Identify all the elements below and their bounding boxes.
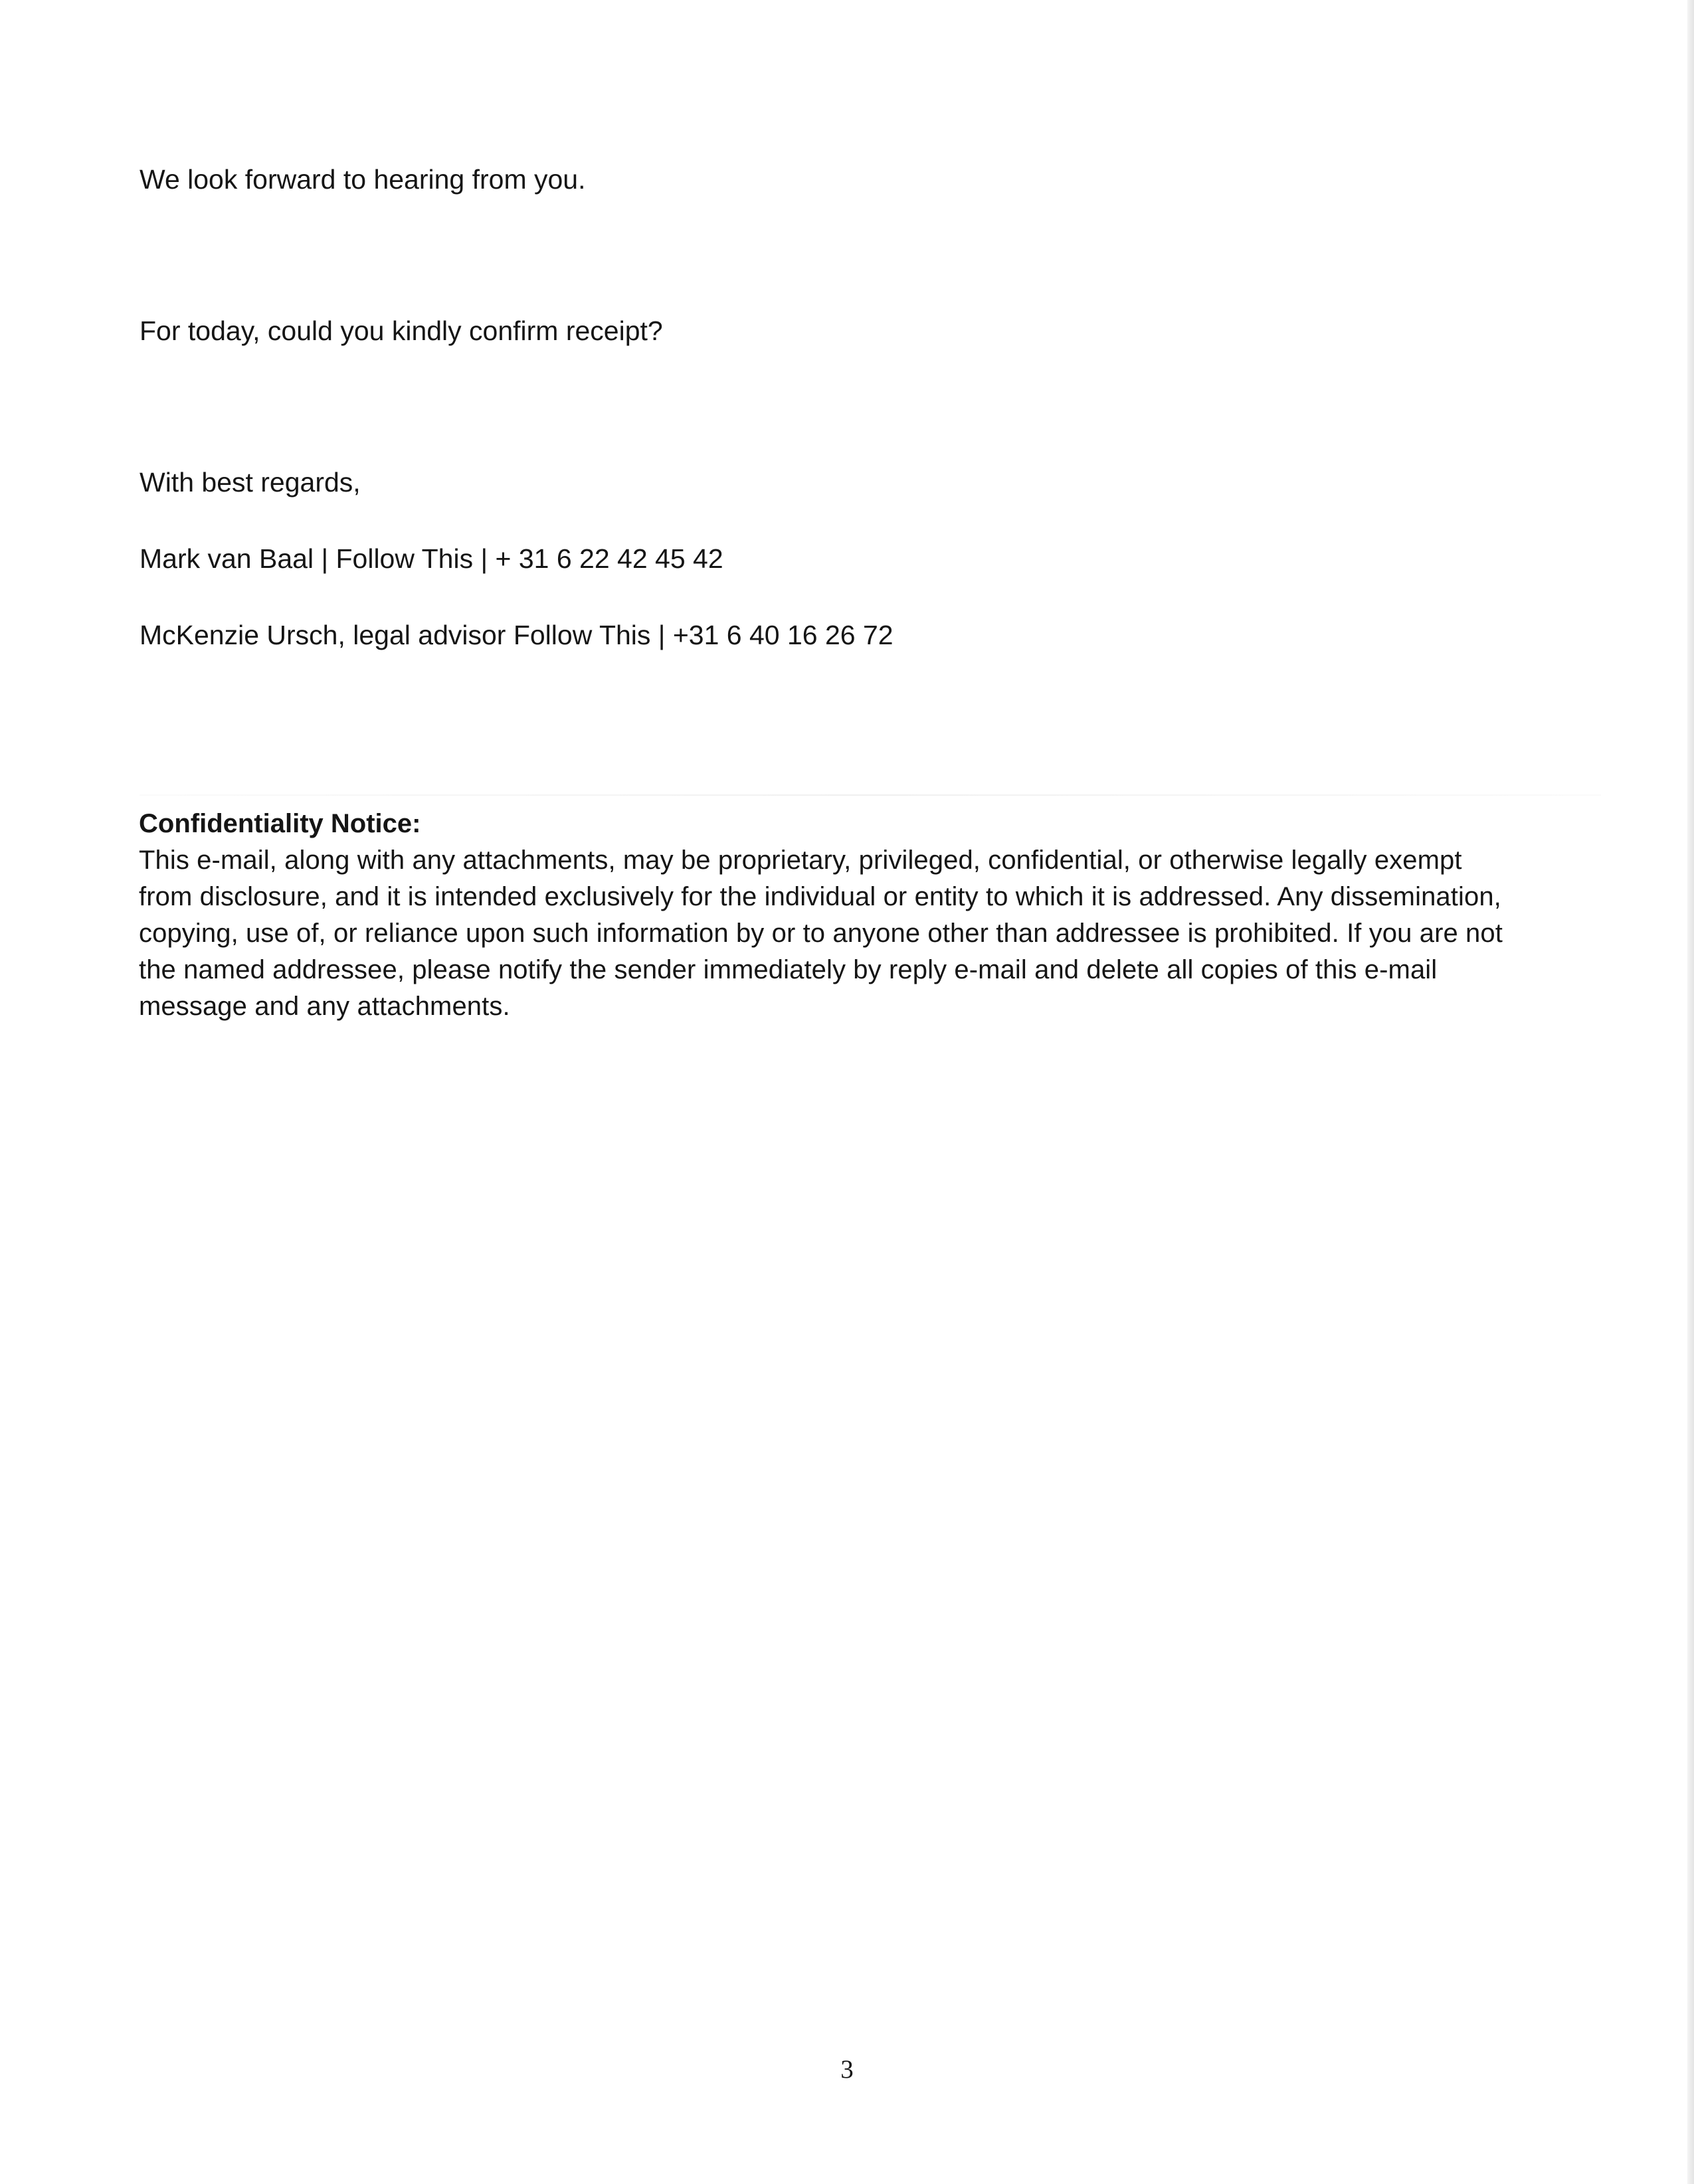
scan-edge <box>1687 0 1694 2184</box>
signature-mckenzie-ursch: McKenzie Ursch, legal advisor Follow This | +31 6 40 16 26 72 <box>140 620 894 650</box>
confidentiality-line: from disclosure, and it is intended exclusively for the individual or entity to which it is addressed. Any dissemination, <box>139 882 1501 911</box>
confidentiality-line: This e-mail, along with any attachments, may be proprietary, privileged, confidential, or otherwise legally exempt <box>139 846 1462 875</box>
signature-mark-van-baal: Mark van Baal | Follow This | + 31 6 22 42 45 42 <box>140 543 723 574</box>
receipt-request: For today, could you kindly confirm receipt? <box>140 316 663 346</box>
faint-divider <box>140 794 1601 796</box>
closing-sentence: We look forward to hearing from you. <box>140 164 586 195</box>
confidentiality-line: message and any attachments. <box>139 992 510 1021</box>
confidentiality-title: Confidentiality Notice: <box>139 809 421 838</box>
confidentiality-line: copying, use of, or reliance upon such information by or to anyone other than addressee is prohibited. If you are not <box>139 919 1503 948</box>
confidentiality-notice <box>139 806 1600 1025</box>
salutation: With best regards, <box>140 467 361 498</box>
confidentiality-line: the named addressee, please notify the sender immediately by reply e-mail and delete all copies of this e-mail <box>139 955 1438 984</box>
confidentiality-body <box>139 842 1600 1025</box>
page-number: 3 <box>840 2055 854 2084</box>
